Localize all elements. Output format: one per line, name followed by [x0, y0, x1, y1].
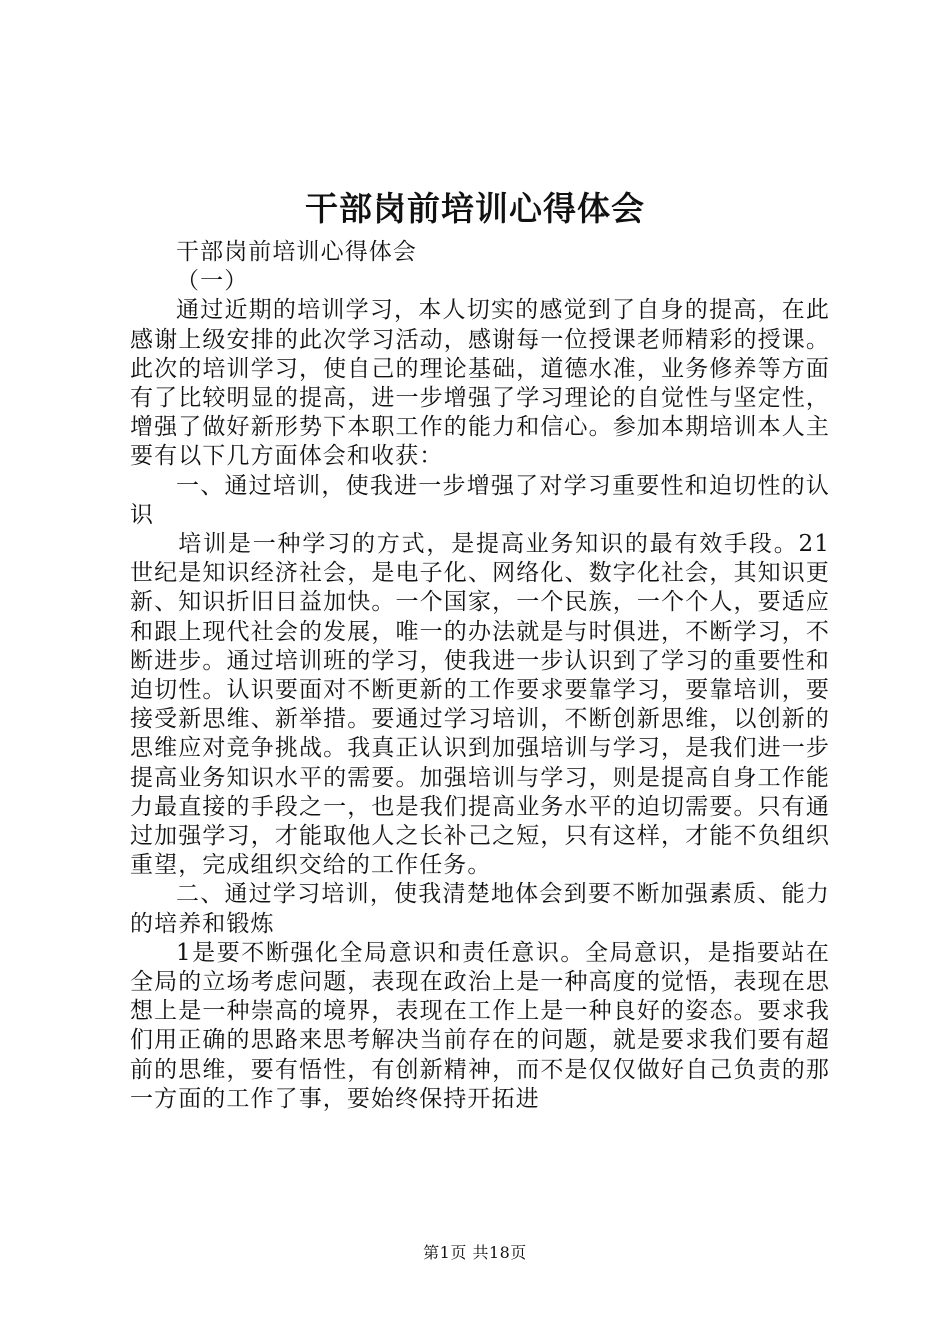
document-body — [130, 238, 830, 1114]
intro-paragraph: 通过近期的培训学习，本人切实的感觉到了自身的提高，在此感谢上级安排的此次学习活动，感谢每一位授课老师精彩的授课。此次的培训学习，使自己的理论基础，道德水准，业务修养等方面有了比较明显的提高，进一步增强了学习理论的自觉性与坚定性，增强了做好新形势下本职工作的能力和信心。参加本期培训本人主要有以下几方面体会和收获： — [130, 297, 830, 470]
page-footer: 第1页 共18页 — [423, 1243, 527, 1262]
section-number-paragraph: （一） — [176, 268, 249, 295]
document-title: 干部岗前培训心得体会 — [305, 189, 645, 228]
body-paragraph-training: 培训是一种学习的方式，是提高业务知识的最有效手段。21世纪是知识经济社会，是电子化、网络化、数字化社会，其知识更新、知识折旧日益加快。一个国家，一个民族，一个个人，要适应和跟上现代社会的发展，唯一的办法就是与时俱进，不断学习，不断进步。通过培训班的学习，使我进一步认识到了学习的重要性和迫切性。认识要面对不断更新的工作要求要靠学习，要靠培训，要接受新思维、新举措。要通过学习培训，不断创新思维，以创新的思维应对竞争挑战。我真正认识到加强培训与学习，是我们进一步提高业务知识水平的需要。加强培训与学习，则是提高自身工作能力最直接的手段之一，也是我们提高业务水平的迫切需要。只有通过加强学习，才能取他人之长补己之短，只有这样，才能不负组织重望，完成组织交给的工作任务。 — [130, 531, 830, 879]
subtitle-paragraph: 干部岗前培训心得体会 — [176, 239, 417, 265]
body-paragraph-awareness: 1是要不断强化全局意识和责任意识。全局意识，是指要站在全局的立场考虑问题，表现在政治上是一种高度的觉悟，表现在思想上是一种崇高的境界，表现在工作上是一种良好的姿态。要求我们用正确的思路来思考解决当前存在的问题，就是要求我们要有超前的思维，要有悟性，有创新精神，而不是仅仅做好自己负责的那一方面的工作了事，要始终保持开拓进 — [130, 939, 830, 1112]
heading-one-paragraph: 一、通过培训，使我进一步增强了对学习重要性和迫切性的认识 — [130, 472, 830, 528]
heading-two-paragraph: 二、通过学习培训，使我清楚地体会到要不断加强素质、能力的培养和锻炼 — [130, 881, 830, 937]
